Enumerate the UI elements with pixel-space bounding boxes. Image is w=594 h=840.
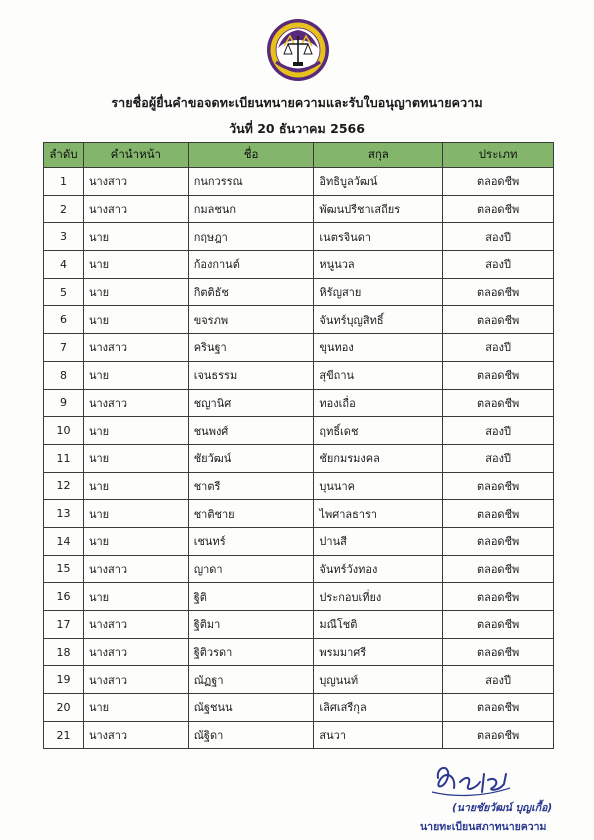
row-license-type: ตลอดชีพ (443, 611, 554, 639)
row-prefix: นางสาว (83, 638, 188, 666)
row-first-name: ณัฐิดา (188, 721, 314, 749)
row-number: 2 (44, 195, 84, 223)
row-number: 11 (44, 444, 84, 472)
row-license-type: ตลอดชีพ (443, 472, 554, 500)
row-first-name: เชนทร์ (188, 527, 314, 555)
table-row (44, 555, 554, 583)
row-first-name: กนกวรรณ (188, 168, 314, 196)
row-first-name: ก้องกานต์ (188, 251, 314, 279)
column-header-no: ลำดับ (44, 143, 84, 168)
row-last-name: ชัยกมรมงคล (314, 444, 443, 472)
row-number: 21 (44, 721, 84, 749)
row-last-name: จันทร์วังทอง (314, 555, 443, 583)
table-row (44, 583, 554, 611)
row-last-name: พรมมาศรี (314, 638, 443, 666)
row-last-name: บุนนาค (314, 472, 443, 500)
table-row (44, 527, 554, 555)
row-license-type: สองปี (443, 444, 554, 472)
row-first-name: กมลชนก (188, 195, 314, 223)
row-first-name: ณัฏฐา (188, 666, 314, 694)
row-prefix: นางสาว (83, 168, 188, 196)
table-row (44, 472, 554, 500)
row-last-name: อิทธิบูลวัฒน์ (314, 168, 443, 196)
row-license-type: ตลอดชีพ (443, 555, 554, 583)
row-license-type: สองปี (443, 666, 554, 694)
row-number: 15 (44, 555, 84, 583)
row-prefix: นาย (83, 527, 188, 555)
row-prefix: นาย (83, 694, 188, 722)
table-row (44, 306, 554, 334)
row-number: 6 (44, 306, 84, 334)
row-last-name: หนูนวล (314, 251, 443, 279)
row-last-name: จันทร์บุญสิทธิ์ (314, 306, 443, 334)
row-prefix: นาย (83, 306, 188, 334)
row-prefix: นางสาว (83, 389, 188, 417)
table-row (44, 721, 554, 749)
row-prefix: นาย (83, 472, 188, 500)
row-last-name: สนวา (314, 721, 443, 749)
table-row (44, 361, 554, 389)
table-row (44, 223, 554, 251)
row-last-name: ปานสี (314, 527, 443, 555)
row-number: 7 (44, 334, 84, 362)
column-header-first-name: ชื่อ (188, 143, 314, 168)
row-prefix: นางสาว (83, 611, 188, 639)
table-row (44, 334, 554, 362)
row-first-name: ณัฐชนน (188, 694, 314, 722)
table-row (44, 444, 554, 472)
row-prefix: นางสาว (83, 666, 188, 694)
row-prefix: นางสาว (83, 334, 188, 362)
column-header-last-name: สกุล (314, 143, 443, 168)
row-number: 18 (44, 638, 84, 666)
row-license-type: ตลอดชีพ (443, 583, 554, 611)
table-row (44, 638, 554, 666)
row-number: 9 (44, 389, 84, 417)
signatory-role: นายทะเบียนสภาทนายความ (420, 821, 547, 833)
row-license-type: ตลอดชีพ (443, 278, 554, 306)
row-number: 19 (44, 666, 84, 694)
row-first-name: กฤษฎา (188, 223, 314, 251)
table-row (44, 251, 554, 279)
table-row (44, 278, 554, 306)
row-license-type: ตลอดชีพ (443, 195, 554, 223)
table-row (44, 694, 554, 722)
row-prefix: นางสาว (83, 555, 188, 583)
column-header-type: ประเภท (443, 143, 554, 168)
row-prefix: นาย (83, 583, 188, 611)
row-license-type: สองปี (443, 223, 554, 251)
row-number: 10 (44, 417, 84, 445)
row-prefix: นางสาว (83, 195, 188, 223)
document-date: วันที่ 20 ธันวาคม 2566 (229, 121, 365, 136)
row-first-name: ชาติชาย (188, 500, 314, 528)
table-row (44, 500, 554, 528)
row-license-type: ตลอดชีพ (443, 527, 554, 555)
row-number: 14 (44, 527, 84, 555)
row-number: 16 (44, 583, 84, 611)
row-prefix: นาย (83, 444, 188, 472)
row-first-name: กิตติธัช (188, 278, 314, 306)
row-number: 20 (44, 694, 84, 722)
row-prefix: นาย (83, 278, 188, 306)
row-prefix: นาย (83, 361, 188, 389)
row-number: 8 (44, 361, 84, 389)
table-row (44, 417, 554, 445)
row-license-type: ตลอดชีพ (443, 168, 554, 196)
row-license-type: ตลอดชีพ (443, 638, 554, 666)
table-row (44, 195, 554, 223)
row-number: 12 (44, 472, 84, 500)
row-last-name: บุญนนท์ (314, 666, 443, 694)
row-last-name: ขุนทอง (314, 334, 443, 362)
row-last-name: เนตรจินดา (314, 223, 443, 251)
row-prefix: นาย (83, 500, 188, 528)
table-body (44, 168, 554, 749)
row-prefix: นาย (83, 251, 188, 279)
row-first-name: เจนธรรม (188, 361, 314, 389)
row-first-name: ญาดา (188, 555, 314, 583)
column-header-prefix: คำนำหน้า (83, 143, 188, 168)
document-title: รายชื่อผู้ยื่นคำขอจดทะเบียนทนายความและรับใบอนุญาตทนายความ (111, 95, 483, 110)
row-number: 5 (44, 278, 84, 306)
row-license-type: ตลอดชีพ (443, 389, 554, 417)
row-last-name: มณีโชติ (314, 611, 443, 639)
row-first-name: ครินฐา (188, 334, 314, 362)
row-prefix: นางสาว (83, 721, 188, 749)
row-prefix: นาย (83, 223, 188, 251)
row-first-name: ขจรภพ (188, 306, 314, 334)
row-first-name: ชนพงศ์ (188, 417, 314, 445)
row-last-name: เลิศเสรีกุล (314, 694, 443, 722)
row-first-name: ฐิติวรดา (188, 638, 314, 666)
row-prefix: นาย (83, 417, 188, 445)
row-license-type: ตลอดชีพ (443, 306, 554, 334)
row-license-type: สองปี (443, 251, 554, 279)
row-last-name: ไพศาลธารา (314, 500, 443, 528)
row-license-type: ตลอดชีพ (443, 694, 554, 722)
row-last-name: ฤทธิ์เดช (314, 417, 443, 445)
row-number: 1 (44, 168, 84, 196)
lawyers-council-logo (266, 18, 330, 82)
row-license-type: สองปี (443, 417, 554, 445)
row-number: 13 (44, 500, 84, 528)
row-license-type: ตลอดชีพ (443, 721, 554, 749)
table-row (44, 666, 554, 694)
row-license-type: ตลอดชีพ (443, 500, 554, 528)
row-first-name: ฐิติ (188, 583, 314, 611)
row-number: 3 (44, 223, 84, 251)
table-row (44, 168, 554, 196)
row-first-name: ฐิติมา (188, 611, 314, 639)
table-row (44, 389, 554, 417)
row-last-name: สุขีถาน (314, 361, 443, 389)
row-first-name: ชาตรี (188, 472, 314, 500)
row-first-name: ชญานิศ (188, 389, 314, 417)
row-last-name: ประกอบเที่ยง (314, 583, 443, 611)
table-row (44, 611, 554, 639)
applicant-table (43, 142, 554, 749)
row-license-type: สองปี (443, 334, 554, 362)
signatory-name: (นายชัยวัฒน์ บุญเกื้อ) (452, 802, 553, 814)
row-last-name: พัฒนปรีชาเสถียร (314, 195, 443, 223)
row-last-name: หิรัญสาย (314, 278, 443, 306)
table-header-row (44, 143, 554, 168)
row-number: 17 (44, 611, 84, 639)
row-license-type: ตลอดชีพ (443, 361, 554, 389)
row-first-name: ชัยวัฒน์ (188, 444, 314, 472)
row-last-name: ทองเถื่อ (314, 389, 443, 417)
row-number: 4 (44, 251, 84, 279)
